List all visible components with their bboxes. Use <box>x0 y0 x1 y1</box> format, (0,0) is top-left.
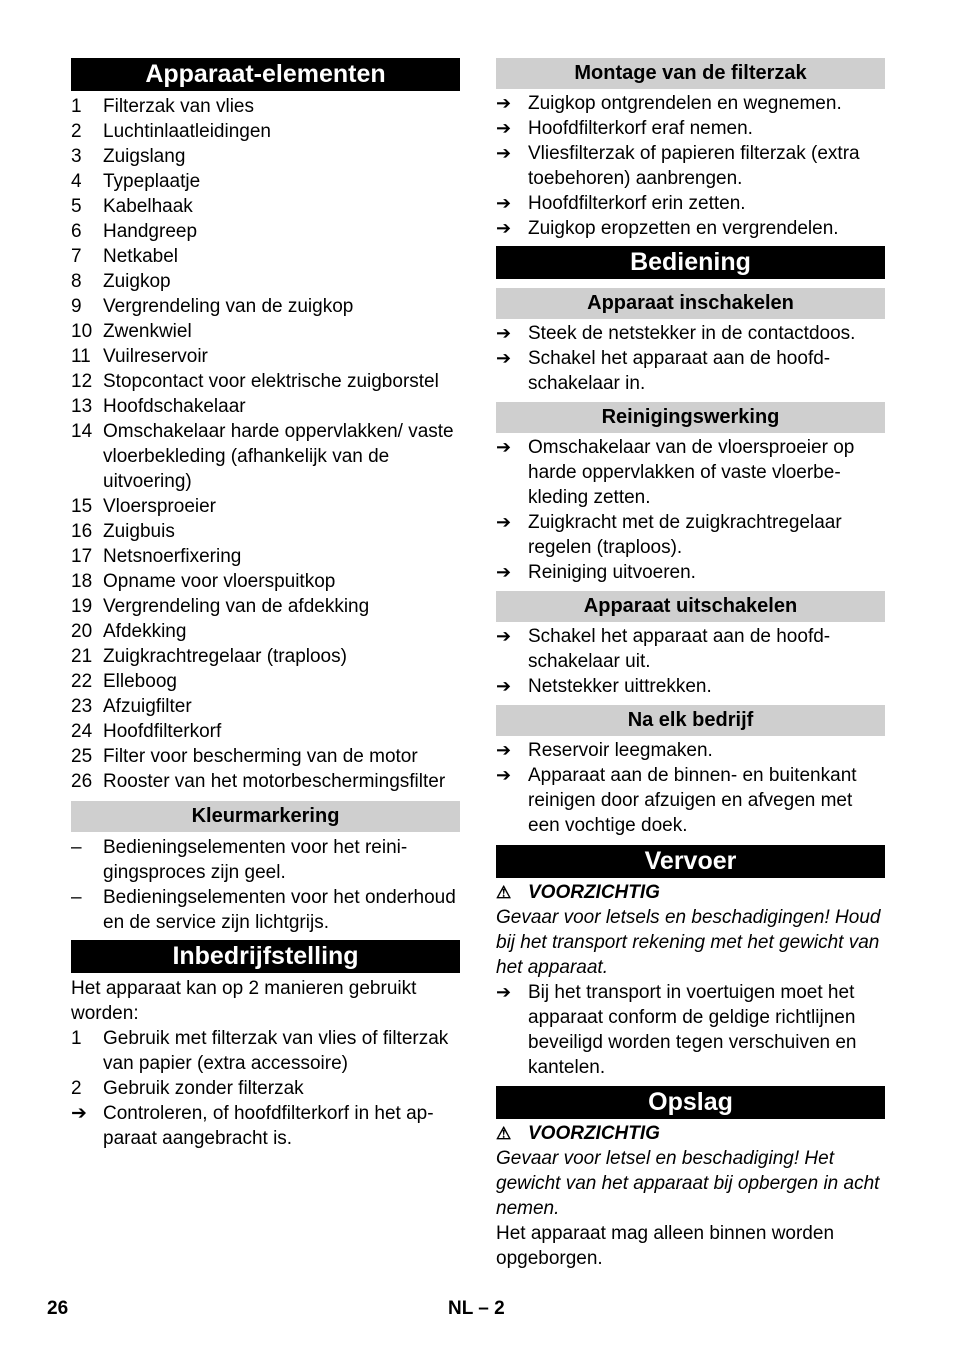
arrow-icon: ➔ <box>496 676 512 696</box>
step-text: Hoofdfilterkorf erin zetten. <box>528 193 746 214</box>
arrow-icon: ➔ <box>496 143 512 163</box>
item-text: Bedieningselementen voor het reinigingsproces zijn geel. <box>103 837 408 883</box>
element-item <box>71 519 460 544</box>
item-text: Controleren, of hoofdfilterkorf in het apparaat aangebracht is. <box>103 1103 434 1149</box>
item-number: ➔ <box>71 1103 87 1124</box>
item-text: Bedieningselementen voor het onderhoud en de service zijn lichtgrijs. <box>103 887 456 933</box>
item-text: Filterzak van vlies <box>103 96 254 117</box>
element-item <box>71 144 460 169</box>
item-text: Netsnoerfixering <box>103 546 242 567</box>
element-item <box>71 294 460 319</box>
item-number: – <box>71 837 82 858</box>
item-number: 3 <box>71 146 82 167</box>
arrow-icon: ➔ <box>496 512 512 532</box>
color-item <box>71 885 460 935</box>
element-item <box>71 219 460 244</box>
item-number: 9 <box>71 296 82 317</box>
item-number: 20 <box>71 621 93 642</box>
step-item <box>496 321 885 346</box>
startup-intro: Het apparaat kan op 2 manieren gebruikt worden: <box>71 978 417 1024</box>
item-number: 1 <box>71 1028 82 1049</box>
arrow-icon: ➔ <box>496 626 512 646</box>
step-text: Reservoir leegmaken. <box>528 740 713 761</box>
element-item <box>71 719 460 744</box>
element-item <box>71 394 460 419</box>
section-heading-transport: Vervoer <box>496 845 885 878</box>
element-item <box>71 669 460 694</box>
item-number: 2 <box>71 121 82 142</box>
element-item <box>71 319 460 344</box>
step-item <box>496 141 885 191</box>
item-number: 26 <box>71 771 93 792</box>
element-item <box>71 594 460 619</box>
element-item <box>71 619 460 644</box>
item-number: 5 <box>71 196 82 217</box>
switch-off-steps <box>496 624 885 699</box>
step-item <box>496 435 885 510</box>
item-text: Zuigkop <box>103 271 171 292</box>
item-text: Gebruik met filterzak van vlies of filterzak van papier (extra accessoire) <box>103 1028 449 1074</box>
step-item <box>496 510 885 560</box>
storage-warning-text: Gevaar voor letsel en beschadiging! Het gewicht van het apparaat bij opbergen in acht nemen. <box>496 1148 880 1219</box>
step-item <box>496 560 885 585</box>
element-item <box>71 169 460 194</box>
item-number: 11 <box>71 346 91 367</box>
element-item <box>71 769 460 794</box>
language-code: NL <box>448 1298 473 1319</box>
item-number: 18 <box>71 571 93 592</box>
element-item <box>71 644 460 669</box>
item-number: 23 <box>71 696 93 717</box>
item-number: 7 <box>71 246 82 267</box>
item-text: Zwenkwiel <box>103 321 192 342</box>
element-item <box>71 269 460 294</box>
element-item <box>71 369 460 394</box>
arrow-icon: ➔ <box>496 118 512 138</box>
item-number: 10 <box>71 321 93 342</box>
arrow-icon: ➔ <box>496 740 512 760</box>
after-operation-steps <box>496 738 885 838</box>
section-heading-operation: Bediening <box>496 246 885 279</box>
subheading-after-operation: Na elk bedrijf <box>496 705 885 736</box>
item-text: Afdekking <box>103 621 187 642</box>
page-footer <box>47 1298 907 1324</box>
section-heading-startup: Inbedrijfstelling <box>71 940 460 973</box>
item-text: Elleboog <box>103 671 177 692</box>
filter-steps-list <box>496 91 885 241</box>
step-text: Hoofdfilterkorf eraf nemen. <box>528 118 753 139</box>
item-text: Opname voor vloerspuitkop <box>103 571 336 592</box>
switch-on-steps <box>496 321 885 396</box>
element-item <box>71 494 460 519</box>
transport-steps <box>496 980 885 1080</box>
element-item <box>71 419 460 494</box>
item-text: Vergrendeling van de afdekking <box>103 596 370 617</box>
element-item <box>71 569 460 594</box>
item-text: Vloersproeier <box>103 496 216 517</box>
item-text: Omschakelaar harde oppervlakken/ vaste vloerbekleding (afhankelijk van de uitvoering) <box>103 421 454 492</box>
startup-list <box>71 1026 460 1151</box>
item-text: Luchtinlaatleidingen <box>103 121 271 142</box>
step-text: Netstekker uittrekken. <box>528 676 712 697</box>
item-text: Vergrendeling van de zuigkop <box>103 296 354 317</box>
cleaning-steps <box>496 435 885 585</box>
step-item <box>496 674 885 699</box>
left-column <box>71 58 460 1151</box>
item-text: Rooster van het motorbeschermingsfilter <box>103 771 446 792</box>
page-language-ref <box>448 1298 505 1320</box>
element-item <box>71 694 460 719</box>
subheading-switch-on: Apparaat inschakelen <box>496 288 885 319</box>
subheading-filter-mounting: Montage van de filterzak <box>496 58 885 89</box>
caution-label: VOORZICHTIG <box>528 882 660 903</box>
item-text: Vuilreservoir <box>103 346 208 367</box>
startup-item <box>71 1026 460 1076</box>
arrow-icon: ➔ <box>496 437 512 457</box>
item-number: 1 <box>71 96 82 117</box>
element-item <box>71 344 460 369</box>
item-text: Kabelhaak <box>103 196 193 217</box>
step-text: Vliesfilterzak of papieren filterzak (extra toebehoren) aanbrengen. <box>528 143 860 189</box>
item-text: Hoofdfilterkorf <box>103 721 222 742</box>
arrow-icon: ➔ <box>496 193 512 213</box>
arrow-icon: ➔ <box>496 982 512 1002</box>
warning-triangle-icon: ⚠ <box>496 1124 512 1143</box>
section-heading-storage: Opslag <box>496 1086 885 1119</box>
element-item <box>71 194 460 219</box>
step-text: Bij het transport in voertuigen moet het apparaat conform de geldige richtlijnen beveiligd worden tegen verschuiven en kantelen. <box>528 982 857 1078</box>
item-number: 12 <box>71 371 93 392</box>
item-number: 6 <box>71 221 82 242</box>
item-number: 8 <box>71 271 82 292</box>
transport-caution <box>496 880 885 905</box>
arrow-icon: ➔ <box>496 562 512 582</box>
step-item <box>496 763 885 838</box>
arrow-icon: ➔ <box>496 765 512 785</box>
item-text: Hoofdschakelaar <box>103 396 246 417</box>
element-item <box>71 244 460 269</box>
step-text: Schakel het apparaat aan de hoofdschakelaar uit. <box>528 626 831 672</box>
item-number: 15 <box>71 496 93 517</box>
elements-list <box>71 94 460 794</box>
item-number: 14 <box>71 421 93 442</box>
arrow-icon: ➔ <box>496 218 512 238</box>
item-number: 21 <box>71 646 93 667</box>
step-text: Zuigkracht met de zuigkrachtregelaar regelen (traploos). <box>528 512 842 558</box>
element-item <box>71 119 460 144</box>
item-text: Gebruik zonder filterzak <box>103 1078 304 1099</box>
step-text: Steek de netstekker in de contactdoos. <box>528 323 856 344</box>
step-text: Apparaat aan de binnen- en buitenkant reinigen door afzuigen en afvegen met een vochtige doek. <box>528 765 857 836</box>
step-text: Zuigkop eropzetten en vergrendelen. <box>528 218 839 239</box>
step-item <box>496 738 885 763</box>
item-number: 13 <box>71 396 93 417</box>
item-text: Afzuigfilter <box>103 696 192 717</box>
subheading-cleaning: Reinigingswerking <box>496 402 885 433</box>
page-number: 26 <box>47 1298 69 1319</box>
step-item <box>496 624 885 674</box>
step-text: Schakel het apparaat aan de hoofdschakelaar in. <box>528 348 831 394</box>
item-number: 24 <box>71 721 93 742</box>
step-text: Zuigkop ontgrendelen en wegnemen. <box>528 93 842 114</box>
arrow-icon: ➔ <box>496 323 512 343</box>
arrow-icon: ➔ <box>496 348 512 368</box>
step-text: Reiniging uitvoeren. <box>528 562 696 583</box>
item-text: Handgreep <box>103 221 198 242</box>
storage-text: Het apparaat mag alleen binnen worden opgeborgen. <box>496 1223 835 1269</box>
item-number: 17 <box>71 546 93 567</box>
element-item <box>71 544 460 569</box>
step-item <box>496 980 885 1080</box>
item-number: 2 <box>71 1078 82 1099</box>
step-item <box>496 91 885 116</box>
step-item <box>496 191 885 216</box>
caution-label: VOORZICHTIG <box>528 1123 660 1144</box>
item-text: Filter voor bescherming van de motor <box>103 746 418 767</box>
item-text: Netkabel <box>103 246 178 267</box>
transport-warning-text: Gevaar voor letsels en beschadigingen! Houd bij het transport rekening met het gewicht van het apparaat. <box>496 907 881 978</box>
arrow-icon: ➔ <box>496 93 512 113</box>
storage-caution <box>496 1121 885 1146</box>
item-number: – <box>71 887 82 908</box>
startup-item <box>71 1101 460 1151</box>
item-text: Typeplaatje <box>103 171 201 192</box>
step-item <box>496 346 885 396</box>
element-item <box>71 94 460 119</box>
language-page: – 2 <box>478 1298 505 1319</box>
item-number: 25 <box>71 746 93 767</box>
item-number: 19 <box>71 596 93 617</box>
startup-item <box>71 1076 460 1101</box>
item-text: Zuigkrachtregelaar (traploos) <box>103 646 347 667</box>
item-number: 4 <box>71 171 82 192</box>
color-marking-list <box>71 835 460 935</box>
subheading-color-marking: Kleurmarkering <box>71 801 460 832</box>
step-text: Omschakelaar van de vloersproeier op harde oppervlakken of vaste vloerbekleding zetten. <box>528 437 855 508</box>
item-number: 22 <box>71 671 93 692</box>
right-column <box>496 58 885 1271</box>
item-text: Stopcontact voor elektrische zuigborstel <box>103 371 439 392</box>
warning-triangle-icon: ⚠ <box>496 883 512 902</box>
item-text: Zuigslang <box>103 146 186 167</box>
item-text: Zuigbuis <box>103 521 175 542</box>
subheading-switch-off: Apparaat uitschakelen <box>496 591 885 622</box>
color-item <box>71 835 460 885</box>
section-heading-elements: Apparaat-elementen <box>71 58 460 91</box>
element-item <box>71 744 460 769</box>
step-item <box>496 216 885 241</box>
step-item <box>496 116 885 141</box>
item-number: 16 <box>71 521 93 542</box>
